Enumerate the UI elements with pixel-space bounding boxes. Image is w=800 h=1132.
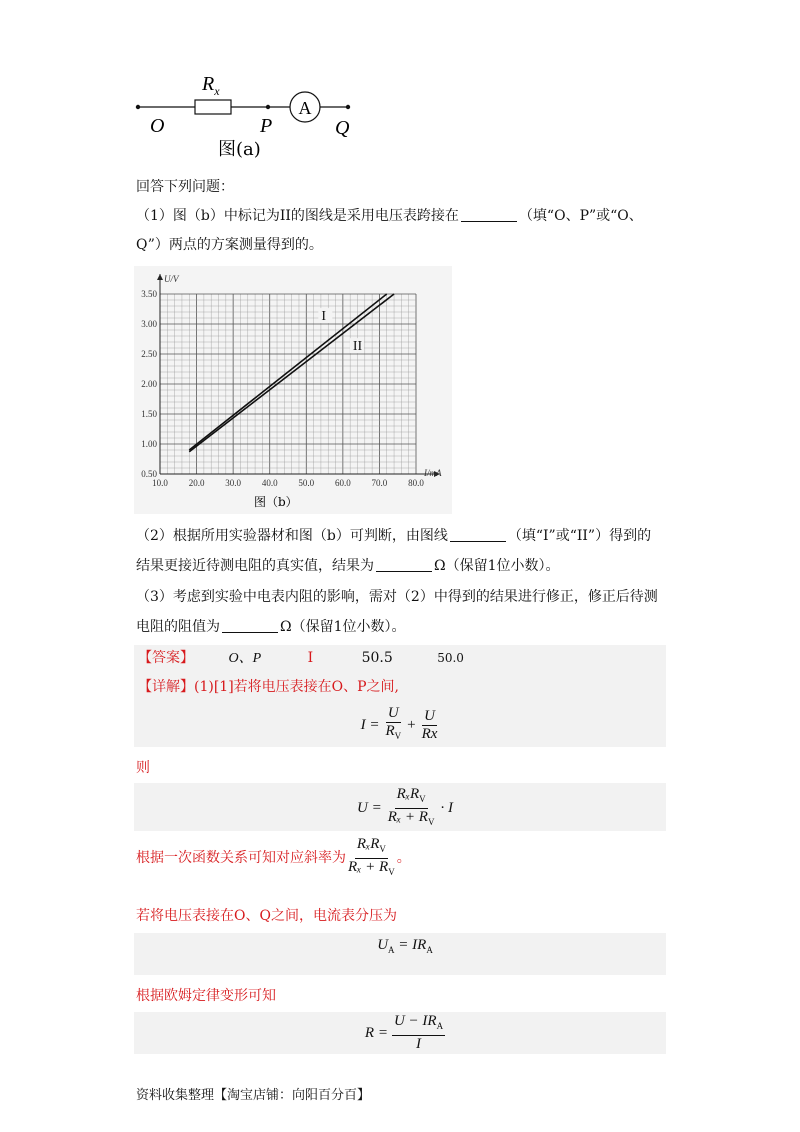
question-3-line-1: （3）考虑到实验中电表内阻的影响，需对（2）中得到的结果进行修正，修正后待测 xyxy=(136,589,658,605)
equation-4 xyxy=(350,1013,460,1053)
answer-1: O、P xyxy=(228,651,262,666)
eq2-lhs: U = xyxy=(357,800,382,816)
resistor xyxy=(195,100,231,114)
x-tick-label: 50.0 xyxy=(298,478,315,488)
q1-text-a: （1）图（b）中标记为II的图线是采用电压表跨接在 xyxy=(136,208,459,224)
q2-blank-1[interactable] xyxy=(450,527,506,542)
q2-text-c: 结果更接近待测电阻的真实值，结果为 xyxy=(136,558,374,574)
answer-4: 50.0 xyxy=(437,651,464,665)
eq4-fraction: $\frac{U - IR_A}{I}$ xyxy=(393,1013,444,1052)
detail-line-1 xyxy=(138,677,399,697)
y-tick-label: 1.00 xyxy=(141,439,157,449)
x-tick-label: 20.0 xyxy=(188,478,205,488)
slope-text: 根据一次函数关系可知对应斜率为 xyxy=(136,850,346,866)
question-2-line-1 xyxy=(136,526,651,546)
x-tick-label: 40.0 xyxy=(261,478,278,488)
eq1-fraction-1: $\frac{U}{R_V}$ xyxy=(385,705,402,741)
node-p-dot xyxy=(266,105,270,109)
detail-label: 【详解】 xyxy=(138,679,194,695)
x-tick-label: 30.0 xyxy=(225,478,242,488)
chart-caption: 图（b） xyxy=(254,495,298,509)
answer-row xyxy=(138,648,464,669)
q2-text-a: （2）根据所用实验器材和图（b）可判断，由图线 xyxy=(136,528,448,544)
equation-3: $U_A = IR_A$ xyxy=(377,937,433,955)
answer-label: 【答案】 xyxy=(138,650,194,666)
detail-then: 则 xyxy=(136,760,150,776)
detail-slope xyxy=(136,835,411,878)
x-tick-label: 70.0 xyxy=(371,478,388,488)
equation-1 xyxy=(340,705,460,745)
eq2-tail: · I xyxy=(440,800,453,816)
eq2-fraction: $\frac{R_xR_V}{R_x + R_V}$ xyxy=(387,786,435,827)
y-axis-label: U/V xyxy=(164,274,179,284)
y-tick-label: 0.50 xyxy=(141,469,157,479)
x-axis-label: I/mA xyxy=(424,468,442,478)
y-tick-label: 3.00 xyxy=(141,319,157,329)
y-tick-label: 3.50 xyxy=(141,289,157,299)
x-tick-label: 80.0 xyxy=(408,478,424,488)
answer-2: I xyxy=(307,650,314,666)
answer-3: 50.5 xyxy=(361,650,393,666)
slope-fraction: $\frac{R_xR_V}{R_x + R_V}$ xyxy=(348,835,395,877)
eq1-lhs: I = xyxy=(360,716,380,733)
resistor-label: $R_x$ xyxy=(202,73,220,98)
vi-chart xyxy=(134,266,452,514)
circuit-caption: 图(a) xyxy=(218,139,261,160)
equation-2 xyxy=(330,786,480,831)
question-1-line-2: Q”）两点的方案测量得到的。 xyxy=(136,237,323,253)
detail-ohm: 根据欧姆定律变形可知 xyxy=(136,988,276,1004)
eq4-lhs: R = xyxy=(364,1024,388,1041)
question-intro: 回答下列问题： xyxy=(136,179,234,195)
node-o-label: O xyxy=(150,115,165,137)
eq1-plus: + xyxy=(407,716,416,733)
question-1-line-1 xyxy=(136,206,643,226)
series-label-2: II xyxy=(352,339,363,355)
node-q-dot xyxy=(346,105,350,109)
y-tick-label: 2.50 xyxy=(141,349,157,359)
slope-end: 。 xyxy=(396,850,411,866)
node-q-label: Q xyxy=(335,117,350,139)
detail-line-oq: 若将电压表接在O、Q之间，电流表分压为 xyxy=(136,908,397,924)
page-footer: 资料收集整理【淘宝店铺：向阳百分百】 xyxy=(136,1088,371,1103)
y-tick-label: 1.50 xyxy=(141,409,157,419)
q3-text-b: 电阻的阻值为 xyxy=(136,619,220,635)
question-2-line-2 xyxy=(136,556,560,576)
q2-text-b: （填“I”或“II”）得到的 xyxy=(507,528,652,544)
q3-blank[interactable] xyxy=(222,618,278,633)
x-tick-label: 60.0 xyxy=(334,478,351,488)
q2-blank-2[interactable] xyxy=(376,557,432,572)
q1-text-b: （填“O、P”或“O、 xyxy=(518,208,643,224)
detail-text-1: (1)[1]若将电压表接在O、P之间, xyxy=(194,679,400,695)
q2-text-d: Ω（保留1位小数）。 xyxy=(434,558,560,574)
y-tick-label: 2.00 xyxy=(141,379,157,389)
series-label-1: I xyxy=(321,309,327,325)
question-3-line-2 xyxy=(136,617,406,637)
ammeter-label: A xyxy=(298,98,312,118)
node-o-dot xyxy=(136,105,140,109)
node-p-label: P xyxy=(260,115,273,137)
q3-text-c: Ω（保留1位小数）。 xyxy=(280,619,406,635)
circuit-diagram xyxy=(130,62,370,172)
x-tick-label: 10.0 xyxy=(152,478,168,488)
q1-blank[interactable] xyxy=(461,207,517,222)
eq1-fraction-2: $\frac{U}{Rx}$ xyxy=(421,707,438,742)
